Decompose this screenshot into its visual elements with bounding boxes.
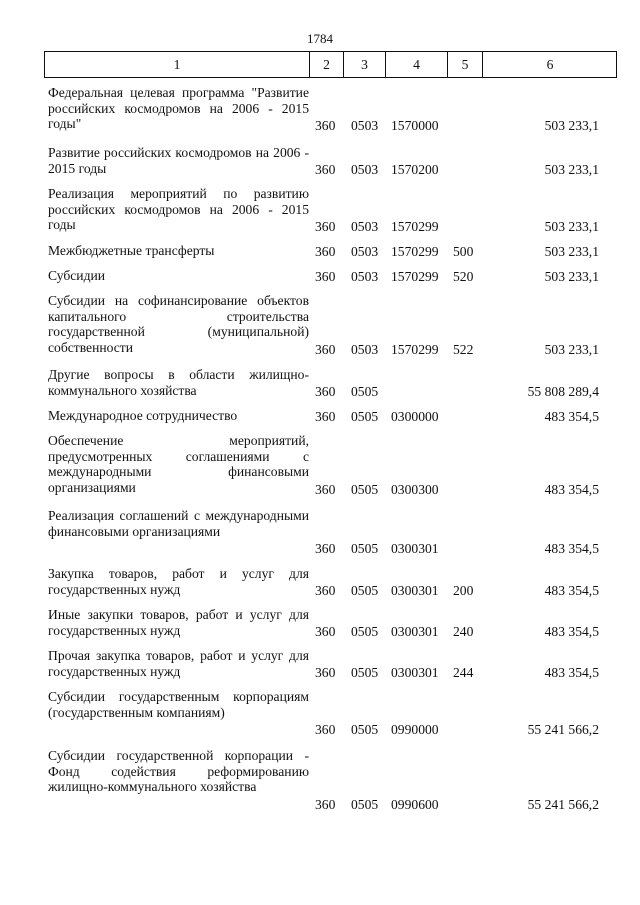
- row-col-3: 0503: [351, 161, 379, 177]
- row-col-2: 360: [315, 341, 336, 357]
- row-col-4: 0300301: [391, 540, 439, 556]
- row-col-5: 240: [453, 623, 474, 639]
- row-col-2: 360: [315, 664, 336, 680]
- header-col-1: 1: [173, 56, 181, 72]
- row-col-4: 0990000: [391, 721, 439, 737]
- row-col-3: 0505: [351, 664, 379, 680]
- row-col-6: 503 233,1: [544, 243, 599, 259]
- row-col-2: 360: [315, 268, 336, 284]
- row-col-6: 55 241 566,2: [527, 796, 599, 812]
- row-col-6: 483 354,5: [544, 623, 599, 639]
- header-col-2: 2: [323, 56, 330, 72]
- row-description: Субсидии государственной корпорации - Фонд содействия реформированию жилищно-коммунального хозяйства: [48, 748, 309, 794]
- header-col-6: 6: [546, 56, 554, 72]
- table-row: [0, 243, 640, 259]
- row-col-3: 0505: [351, 383, 379, 399]
- row-col-4: 1570299: [391, 268, 439, 284]
- row-description: Субсидии: [48, 268, 106, 283]
- table-row: [0, 85, 640, 133]
- row-col-2: 360: [315, 383, 336, 399]
- row-col-6: 483 354,5: [544, 540, 599, 556]
- row-col-2: 360: [315, 540, 336, 556]
- row-col-4: 1570200: [391, 161, 439, 177]
- row-col-3: 0505: [351, 623, 379, 639]
- row-col-4: 0990600: [391, 796, 439, 812]
- row-col-4: 0300301: [391, 664, 439, 680]
- row-col-6: 503 233,1: [544, 161, 599, 177]
- table-row: [0, 268, 640, 284]
- row-col-5: 200: [453, 582, 474, 598]
- row-description: Закупка товаров, работ и услуг для государственных нужд: [48, 566, 309, 597]
- row-col-4: 0300301: [391, 623, 439, 639]
- row-description: Субсидии на софинансирование объектов капитального строительства государственной (муниципальной) собственности: [48, 293, 309, 355]
- table-row: [0, 748, 640, 812]
- row-col-2: 360: [315, 721, 336, 737]
- table-row: [0, 293, 640, 357]
- header-col-4: 4: [413, 56, 420, 72]
- row-col-2: 360: [315, 623, 336, 639]
- table-row: [0, 648, 640, 680]
- row-description: Прочая закупка товаров, работ и услуг для государственных нужд: [48, 648, 309, 679]
- row-description: Развитие российских космодромов на 2006 - 2015 годы: [48, 145, 309, 176]
- table-row: [0, 367, 640, 399]
- row-col-4: 1570299: [391, 243, 439, 259]
- table-row: [0, 186, 640, 234]
- row-col-3: 0505: [351, 408, 379, 424]
- row-col-4: 0300000: [391, 408, 439, 424]
- row-col-4: 1570000: [391, 117, 439, 133]
- row-description: Международное сотрудничество: [48, 408, 238, 423]
- row-col-3: 0505: [351, 721, 379, 737]
- row-description: Иные закупки товаров, работ и услуг для государственных нужд: [48, 607, 309, 638]
- row-col-3: 0505: [351, 540, 379, 556]
- row-col-6: 55 241 566,2: [527, 721, 599, 737]
- table-row: [0, 607, 640, 639]
- row-col-2: 360: [315, 161, 336, 177]
- row-col-5: 522: [453, 341, 474, 357]
- table-row: [0, 508, 640, 556]
- row-col-6: 503 233,1: [544, 341, 599, 357]
- row-description: Реализация соглашений с международными финансовыми организациями: [48, 508, 309, 539]
- table-row: [0, 408, 640, 424]
- row-description: Обеспечение мероприятий, предусмотренных соглашениями с международными финансовыми организациями: [48, 433, 309, 495]
- row-col-3: 0503: [351, 218, 379, 234]
- row-col-6: 503 233,1: [544, 218, 599, 234]
- row-col-6: 483 354,5: [544, 664, 599, 680]
- row-col-3: 0505: [351, 796, 379, 812]
- row-col-2: 360: [315, 796, 336, 812]
- row-col-6: 55 808 289,4: [527, 383, 599, 399]
- row-col-6: 483 354,5: [544, 408, 599, 424]
- row-col-2: 360: [315, 481, 336, 497]
- row-col-2: 360: [315, 582, 336, 598]
- row-col-2: 360: [315, 218, 336, 234]
- row-description: Межбюджетные трансферты: [48, 243, 215, 258]
- row-col-3: 0505: [351, 481, 379, 497]
- row-col-5: 520: [453, 268, 474, 284]
- row-col-3: 0503: [351, 117, 379, 133]
- row-description: Реализация мероприятий по развитию российских космодромов на 2006 - 2015 годы: [48, 186, 309, 232]
- row-col-6: 503 233,1: [544, 117, 599, 133]
- header-col-5: 5: [461, 56, 469, 72]
- row-col-3: 0503: [351, 268, 379, 284]
- table-row: [0, 145, 640, 177]
- row-description: Субсидии государственным корпорациям (государственным компаниям): [48, 689, 309, 720]
- table-row: [0, 566, 640, 598]
- table-row: [0, 689, 640, 737]
- table-header: [44, 51, 617, 78]
- row-col-4: 1570299: [391, 341, 439, 357]
- table-row: [0, 433, 640, 497]
- row-col-6: 483 354,5: [544, 481, 599, 497]
- row-col-3: 0503: [351, 243, 379, 259]
- row-col-5: 500: [453, 243, 474, 259]
- row-col-6: 483 354,5: [544, 582, 599, 598]
- row-col-3: 0505: [351, 582, 379, 598]
- row-description: Федеральная целевая программа "Развитие российских космодромов на 2006 - 2015 годы": [48, 85, 309, 131]
- row-description: Другие вопросы в области жилищно-коммунального хозяйства: [48, 367, 309, 398]
- row-col-6: 503 233,1: [544, 268, 599, 284]
- row-col-2: 360: [315, 243, 336, 259]
- row-col-5: 244: [453, 664, 474, 680]
- row-col-3: 0503: [351, 341, 379, 357]
- row-col-4: 0300301: [391, 582, 439, 598]
- page-number: 1784: [307, 31, 333, 46]
- row-col-2: 360: [315, 408, 336, 424]
- row-col-4: 1570299: [391, 218, 439, 234]
- row-col-4: 0300300: [391, 481, 439, 497]
- row-col-2: 360: [315, 117, 336, 133]
- header-col-3: 3: [361, 56, 368, 72]
